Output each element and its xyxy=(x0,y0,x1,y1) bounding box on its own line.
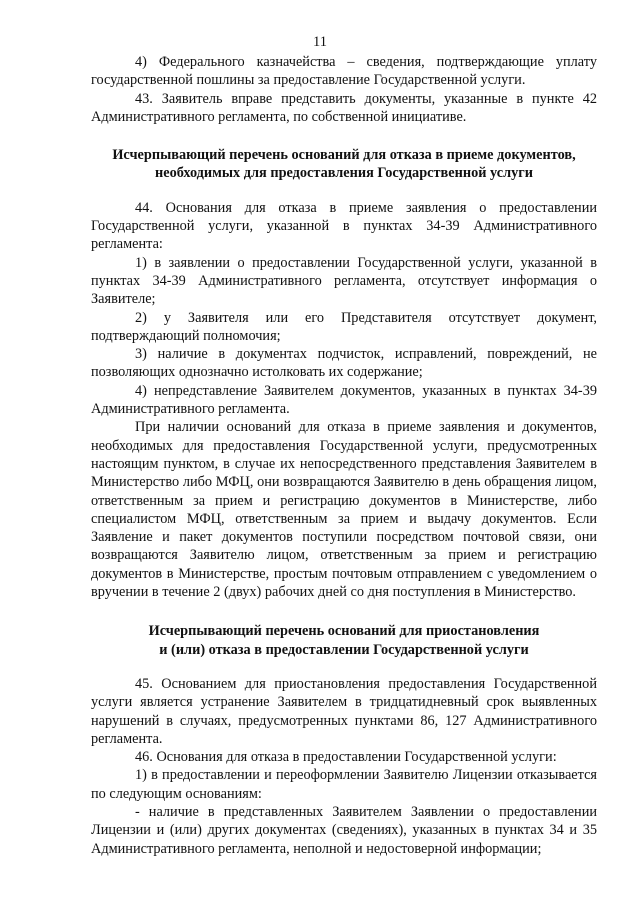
paragraph-45: 45. Основанием для приостановления предоставления Государственной услуги является устранение Заявителем в тридцатидневный срок выявленных нарушений в случаях, предусмотренных пунктами 86, 127 Административного регламента. xyxy=(91,675,597,747)
paragraph-federal-treasury: 4) Федерального казначейства – сведения, подтверждающие уплату государственной пошлины за предоставление Государственной услуги. xyxy=(91,54,597,89)
section-gap xyxy=(91,126,597,146)
list-item-46-1: 1) в предоставлении и переоформлении Заявителю Лицензии отказывается по следующим основаниям: xyxy=(91,767,597,802)
section-heading-line: и (или) отказа в предоставлении Государственной услуги xyxy=(159,641,529,658)
page-number: 11 xyxy=(313,34,327,50)
list-item-44-4: 4) непредставление Заявителем документов, указанных в пунктах 34-39 Административного регламента. xyxy=(91,382,597,418)
page-content xyxy=(91,53,597,858)
section-heading-line: Исчерпывающий перечень оснований для отказа в приеме документов, xyxy=(112,147,576,164)
list-item-44-3: 3) наличие в документах подчисток, исправлений, повреждений, не позволяющих однозначно истолковать их содержание; xyxy=(91,346,597,381)
list-item-46-1-dash: - наличие в представленных Заявителем Заявлении о предоставлении Лицензии и (или) других документах (сведениях), указанных в пунктах 34 и 35 Административного регламента, неполной и недостоверной информации; xyxy=(91,803,597,857)
section-heading-suspension-refusal xyxy=(91,622,597,659)
paragraph-43: 43. Заявитель вправе представить документы, указанные в пункте 42 Административного регламента, по собственной инициативе. xyxy=(91,90,597,125)
section-heading-line: Исчерпывающий перечень оснований для приостановления xyxy=(148,623,540,640)
paragraph-refusal-procedure: При наличии оснований для отказа в приеме заявления и документов, необходимых для предоставления Государственной услуги, предусмотренных настоящим пунктом, в случае их непосредственного представления Заявителем в Министерство либо МФЦ, они возвращаются Заявителю в день обращения лицом, ответственным за прием и регистрацию документов в Министерстве, либо специалистом МФЦ, ответственным за прием и выдачу документов. Если Заявление и пакет документов поступили посредством почтовой связи, они возвращаются Заявителю лицом, ответственным за прием и регистрацию документов в Министерстве, простым почтовым отправлением с уведомлением о вручении в течение 2 (двух) рабочих дней со дня поступления в Министерство. xyxy=(91,419,597,601)
list-item-44-1: 1) в заявлении о предоставлении Государственной услуги, указанной в пунктах 34-39 Административного регламента, отсутствует информация о Заявителе; xyxy=(91,254,597,308)
section-heading-refusal-acceptance xyxy=(91,146,597,183)
section-heading-line: необходимых для предоставления Государственной услуги xyxy=(155,165,533,182)
section-gap xyxy=(91,601,597,622)
paragraph-46: 46. Основания для отказа в предоставлении Государственной услуги: xyxy=(135,749,557,766)
section-gap xyxy=(91,659,597,675)
section-gap xyxy=(91,183,597,199)
paragraph-44: 44. Основания для отказа в приеме заявления о предоставлении Государственной услуги, указанной в пунктах 34-39 Административного регламента: xyxy=(91,199,597,253)
list-item-44-2: 2) у Заявителя или его Представителя отсутствует документ, подтверждающий полномочия; xyxy=(91,309,597,344)
